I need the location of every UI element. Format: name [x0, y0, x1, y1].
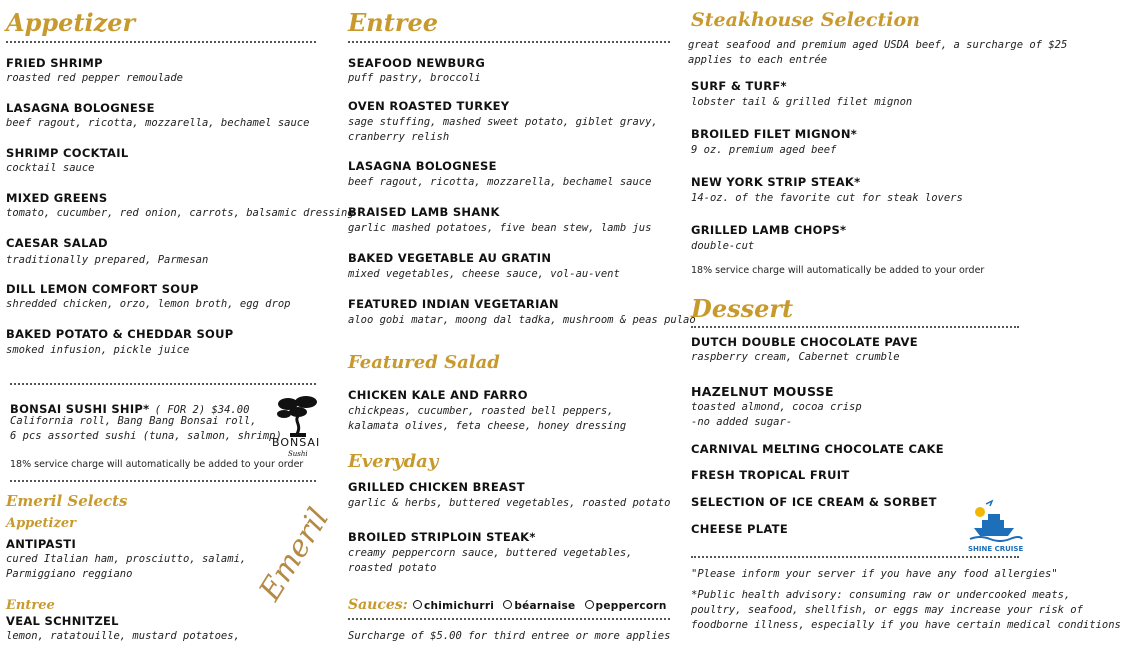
emeril-heading: Emeril Selects	[6, 492, 128, 510]
divider	[691, 556, 1019, 558]
menu-item-name: LASAGNA BOLOGNESE	[348, 159, 497, 173]
divider	[348, 618, 670, 620]
menu-item-desc: aloo gobi matar, moong dal tadka, mushroom & peas pulao	[348, 314, 696, 326]
dessert-heading: Dessert	[691, 294, 794, 323]
surcharge-note: Surcharge of $5.00 for third entree or more applies	[348, 630, 671, 642]
menu-item-name: CHICKEN KALE AND FARRO	[348, 388, 528, 402]
option-circle-icon	[585, 600, 594, 609]
menu-item-name: CARNIVAL MELTING CHOCOLATE CAKE	[691, 442, 944, 456]
menu-item-desc: creamy peppercorn sauce, buttered vegetables,	[348, 547, 633, 559]
menu-item-desc: garlic mashed potatoes, five bean stew, lamb jus	[348, 222, 652, 234]
menu-item-desc: roasted red pepper remoulade	[6, 72, 184, 84]
menu-item-name: CHEESE PLATE	[691, 522, 788, 536]
menu-item-desc: puff pastry, broccoli	[348, 72, 481, 84]
menu-item-name: SURF & TURF*	[691, 79, 787, 93]
menu-item-name: GRILLED LAMB CHOPS*	[691, 223, 847, 237]
menu-item-desc: traditionally prepared, Parmesan	[6, 254, 209, 266]
service-charge-note: 18% service charge will automatically be added to your order	[10, 459, 304, 470]
entree-heading: Entree	[348, 8, 439, 37]
service-charge-note: 18% service charge will automatically be added to your order	[691, 265, 985, 276]
menu-item-name: BAKED VEGETABLE AU GRATIN	[348, 251, 552, 265]
menu-item-name: ANTIPASTI	[6, 537, 77, 551]
menu-item-desc: 9 oz. premium aged beef	[691, 144, 837, 156]
menu-item-name: LASAGNA BOLOGNESE	[6, 101, 155, 115]
bonsai-desc: California roll, Bang Bang Bonsai roll,	[10, 415, 257, 427]
menu-item-name: VEAL SCHNITZEL	[6, 614, 119, 628]
allergy-note: "Please inform your server if you have any food allergies"	[691, 568, 1058, 580]
menu-item-desc: double-cut	[691, 240, 755, 252]
divider	[10, 383, 316, 385]
menu-item-desc: mixed vegetables, cheese sauce, vol-au-vent	[348, 268, 620, 280]
menu-item-desc: roasted potato	[348, 562, 437, 574]
menu-item-desc: shredded chicken, orzo, lemon broth, egg drop	[6, 298, 291, 310]
menu-item-desc: beef ragout, ricotta, mozzarella, bechamel sauce	[348, 176, 652, 188]
menu-item-desc: garlic & herbs, buttered vegetables, roasted potato	[348, 497, 671, 509]
everyday-heading: Everyday	[348, 451, 439, 472]
menu-item-name: NEW YORK STRIP STEAK*	[691, 175, 861, 189]
bonsai-price: ( FOR 2) $34.00	[154, 404, 250, 416]
menu-item-desc: raspberry cream, Cabernet crumble	[691, 351, 900, 363]
menu-item-desc: lobster tail & grilled filet mignon	[691, 96, 913, 108]
menu-item-name: FRESH TROPICAL FRUIT	[691, 468, 850, 482]
emeril-logo: Emeril	[252, 502, 337, 607]
divider	[6, 41, 316, 43]
menu-item-name: DUTCH DOUBLE CHOCOLATE PAVE	[691, 335, 918, 349]
menu-item-desc: cured Italian ham, prosciutto, salami,	[6, 553, 247, 565]
sauces-row	[348, 594, 667, 613]
menu-item-desc: chickpeas, cucumber, roasted bell peppers,	[348, 405, 614, 417]
menu-item-desc: kalamata olives, feta cheese, honey dressing	[348, 420, 627, 432]
advisory-note: *Public health advisory: consuming raw or undercooked meats,	[691, 589, 1071, 601]
shine-cruise-logo	[966, 498, 1024, 556]
menu-item-name: BAKED POTATO & CHEDDAR SOUP	[6, 327, 234, 341]
menu-item-name: MIXED GREENS	[6, 191, 108, 205]
shine-cruise-logo-text: SHINE CRUISE	[968, 545, 1024, 553]
sauce-option: béarnaise	[514, 600, 576, 612]
appetizer-heading: Appetizer	[6, 8, 136, 37]
menu-item-name: GRILLED CHICKEN BREAST	[348, 480, 525, 494]
menu-item-desc: smoked infusion, pickle juice	[6, 344, 190, 356]
menu-item-desc: tomato, cucumber, red onion, carrots, balsamic dressing	[6, 207, 354, 219]
sauce-option: chimichurri	[423, 600, 495, 612]
menu-item-name: HAZELNUT MOUSSE	[691, 384, 834, 399]
bonsai-tree-icon	[268, 394, 328, 438]
menu-item-name: BRAISED LAMB SHANK	[348, 205, 500, 219]
menu-item-name: BROILED STRIPLOIN STEAK*	[348, 530, 536, 544]
advisory-note: foodborne illness, especially if you have certain medical conditions	[691, 619, 1121, 631]
divider	[348, 41, 670, 43]
menu-item-name: SELECTION OF ICE CREAM & SORBET	[691, 495, 937, 509]
menu-item-name: FEATURED INDIAN VEGETARIAN	[348, 297, 559, 311]
bonsai-desc: 6 pcs assorted sushi (tuna, salmon, shrimp)	[10, 430, 282, 442]
menu-item-name: BROILED FILET MIGNON*	[691, 127, 858, 141]
sauce-option: peppercorn	[595, 600, 667, 612]
bonsai-logo-sub: Sushi	[288, 450, 308, 458]
divider	[691, 326, 1019, 328]
emeril-appetizer-label: Appetizer	[6, 516, 76, 531]
advisory-note: poultry, seafood, shellfish, or eggs may increase your risk of	[691, 604, 1083, 616]
featured-salad-heading: Featured Salad	[348, 352, 500, 373]
menu-item-name: FRIED SHRIMP	[6, 56, 103, 70]
menu-item-name: OVEN ROASTED TURKEY	[348, 99, 510, 113]
menu-item-desc: 14-oz. of the favorite cut for steak lovers	[691, 192, 963, 204]
menu-item-desc: cranberry relish	[348, 131, 450, 143]
menu-item-desc: toasted almond, cocoa crisp	[691, 401, 862, 413]
menu-item-desc: Parmiggiano reggiano	[6, 568, 133, 580]
option-circle-icon	[413, 600, 422, 609]
menu-item-name: DILL LEMON COMFORT SOUP	[6, 282, 199, 296]
emeril-entree-label: Entree	[6, 598, 55, 613]
menu-item-desc: -no added sugar-	[691, 416, 793, 428]
steakhouse-heading: Steakhouse Selection	[691, 9, 920, 31]
divider	[10, 480, 316, 482]
menu-item-name: SEAFOOD NEWBURG	[348, 56, 486, 70]
sauces-label: Sauces:	[348, 597, 408, 613]
steakhouse-intro: applies to each entrée	[688, 54, 828, 66]
bonsai-logo	[268, 394, 328, 462]
bonsai-name: BONSAI SUSHI SHIP*	[10, 402, 150, 416]
menu-item-desc: sage stuffing, mashed sweet potato, giblet gravy,	[348, 116, 658, 128]
menu-item-desc: cocktail sauce	[6, 162, 95, 174]
menu-item-desc: lemon, ratatouille, mustard potatoes,	[6, 630, 240, 642]
cruise-ship-icon	[966, 498, 1022, 544]
menu-item-desc: beef ragout, ricotta, mozzarella, bechamel sauce	[6, 117, 310, 129]
option-circle-icon	[503, 600, 512, 609]
menu-item-name: CAESAR SALAD	[6, 236, 108, 250]
steakhouse-intro: great seafood and premium aged USDA beef, a surcharge of $25	[688, 39, 1068, 51]
bonsai-logo-text: BONSAI	[272, 436, 321, 449]
menu-item-name: SHRIMP COCKTAIL	[6, 146, 129, 160]
